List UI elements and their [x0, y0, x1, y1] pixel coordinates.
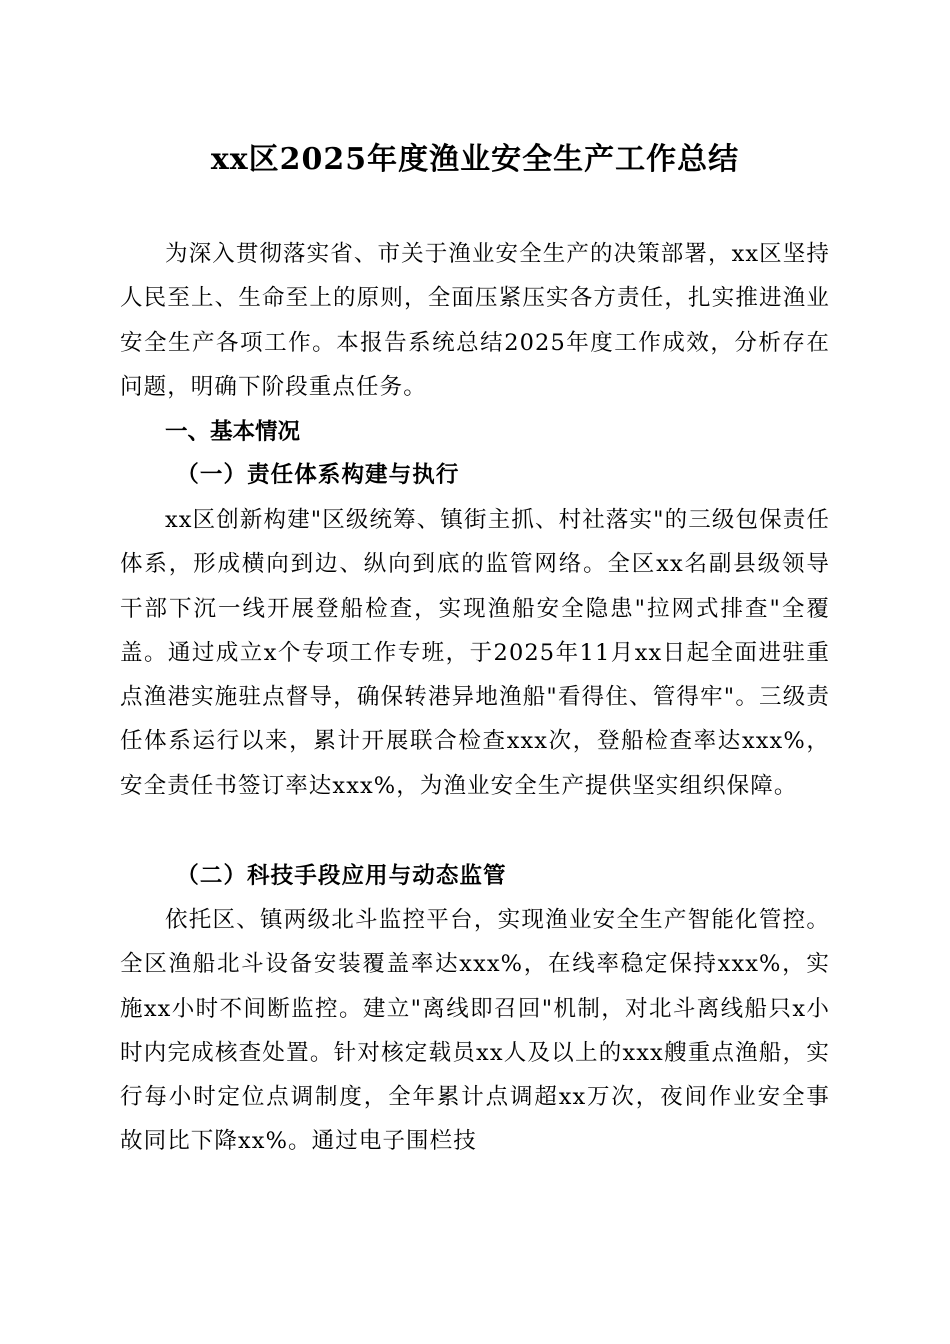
responsibility-system-paragraph: xx区创新构建"区级统筹、镇街主抓、村社落实"的三级包保责任体系，形成横向到边、纵向到底的监管网络。全区xx名副县级领导干部下沉一线开展登船检查，实现渔船安全隐患"拉网式排查"全覆盖。通过成立x个专项工作专班，于2025年11月xx日起全面进驻重点渔港实施驻点督导，确保转港异地渔船"看得住、管得牢"。三级责任体系运行以来，累计开展联合检查xxx次，登船检查率达xxx%，安全责任书签订率达xxx%，为渔业安全生产提供坚实组织保障。 — [120, 507, 830, 799]
document-title: xx区2025年度渔业安全生产工作总结 — [210, 142, 740, 177]
subsection-heading-responsibility-system: （一）责任体系构建与执行 — [176, 462, 460, 488]
subsection-heading-technology-monitoring: （二）科技手段应用与动态监管 — [176, 863, 507, 889]
intro-paragraph: 为深入贯彻落实省、市关于渔业安全生产的决策部署，xx区坚持人民至上、生命至上的原则，全面压紧压实各方责任，扎实推进渔业安全生产各项工作。本报告系统总结2025年度工作成效，分析存在问题，明确下阶段重点任务。 — [120, 241, 830, 400]
section-heading-basic-situation: 一、基本情况 — [165, 419, 301, 445]
technology-monitoring-paragraph: 依托区、镇两级北斗监控平台，实现渔业安全生产智能化管控。全区渔船北斗设备安装覆盖率达xxx%，在线率稳定保持xxx%，实施xx小时不间断监控。建立"离线即召回"机制，对北斗离线船只x小时内完成核查处置。针对核定载员xx人及以上的xxx艘重点渔船，实行每小时定位点调制度，全年累计点调超xx万次，夜间作业安全事故同比下降xx%。通过电子围栏技 — [120, 907, 830, 1155]
